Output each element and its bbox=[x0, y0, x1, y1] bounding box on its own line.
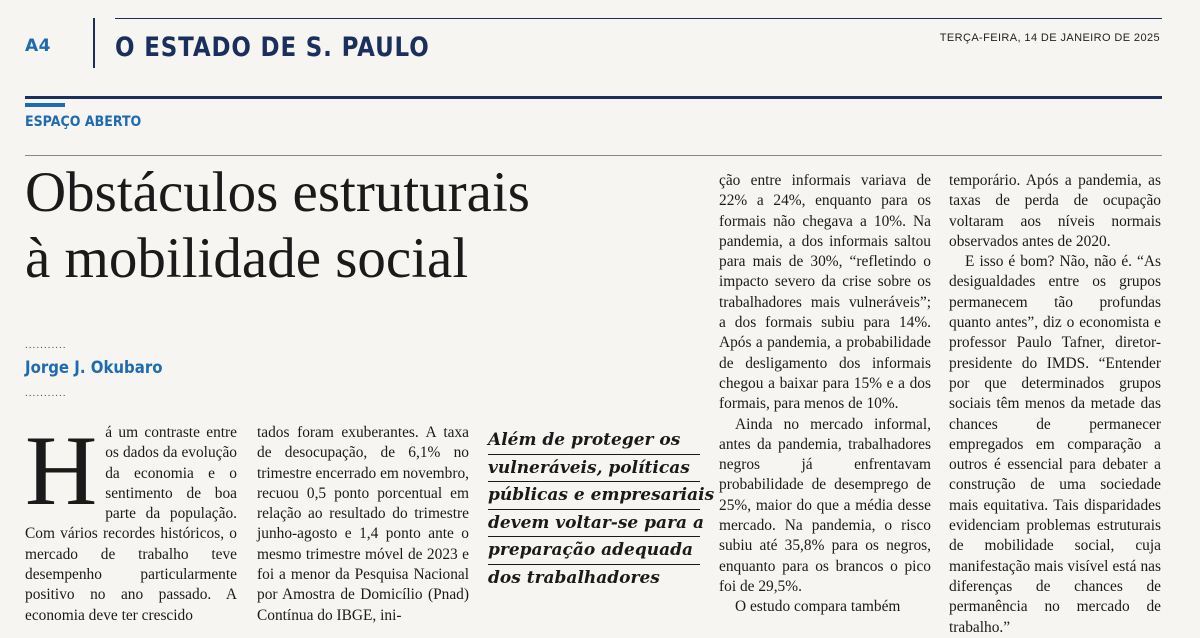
article-column-2 bbox=[257, 423, 469, 626]
masthead-title[interactable]: O ESTADO DE S. PAULO bbox=[115, 32, 430, 63]
article-column-1 bbox=[25, 415, 237, 626]
column-1-text: á um contraste entre os dados da evolução da economia e o sentimento de boa parte da população. Com vários recordes históricos, o mercado de trabalho teve desempenho particularmente positivo no ano passado. A economia deve ter crescido bbox=[25, 424, 237, 624]
masthead-divider bbox=[93, 18, 95, 68]
column-3-paragraph-1: ção entre informais variava de 22% a 24%, enquanto para os formais não chegava a 10%. Na pandemia, a dos informais saltou para mais de 30%, “refletindo o impacto severo da crise sobre os trabalhadores mais vulneráveis”; a dos formais subiu para 14%. Após a pandemia, a probabilidade de desligamento dos informais chegou a baixar para 15% e a dos formais, para menos de 10%. bbox=[719, 172, 931, 413]
drop-cap: H bbox=[25, 415, 98, 526]
column-3-paragraph-3: O estudo compara também bbox=[735, 598, 901, 616]
pull-quote-line: Além de proteger os bbox=[488, 427, 700, 455]
pull-quote-line: dos trabalhadores bbox=[488, 567, 660, 588]
pull-quote bbox=[488, 427, 715, 591]
pull-quote-line: preparação adequada bbox=[488, 537, 700, 565]
author-dots-bottom: ........... bbox=[25, 388, 67, 399]
headline bbox=[25, 160, 665, 292]
header-rule bbox=[25, 96, 1162, 99]
page-number: A4 bbox=[25, 36, 51, 56]
section-accent bbox=[25, 103, 65, 107]
author-dots-top: ........... bbox=[25, 340, 67, 351]
issue-date: TERÇA-FEIRA, 14 DE JANEIRO DE 2025 bbox=[939, 32, 1160, 44]
pull-quote-line: devem voltar-se para a bbox=[488, 510, 700, 538]
column-4-paragraph-2: E isso é bom? Não, não é. “As desigualdades entre os grupos permanecem tão profundas quanto antes”, diz o economista e professor Paulo Tafner, diretor-presidente do IMDS. “Entender por que determinados grupos sociais têm menos da metade das chances de permanecer empregados em comparação a outros é essencial para debater a construção de uma sociedade mais equitativa. Tais disparidades evidenciam problemas estruturais de mobilidade social, cuja manifestação mais visível está nas diferenças de chances de permanência no mercado de trabalho.” bbox=[949, 253, 1161, 636]
section-rule bbox=[25, 155, 1162, 156]
column-4-paragraph-1: temporário. Após a pandemia, as taxas de perda de ocupação voltaram aos níveis normais observados antes de 2020. bbox=[949, 172, 1161, 250]
article-column-3 bbox=[719, 171, 931, 618]
section-label[interactable]: ESPAÇO ABERTO bbox=[25, 114, 142, 130]
pull-quote-line: vulneráveis, políticas bbox=[488, 455, 700, 483]
headline-line-1: Obstáculos estruturais bbox=[25, 161, 530, 224]
pull-quote-line: públicas e empresariais bbox=[488, 482, 700, 510]
top-rule bbox=[115, 18, 1162, 19]
author-byline[interactable]: Jorge J. Okubaro bbox=[25, 358, 163, 378]
column-2-text: tados foram exuberantes. A taxa de desocupação, de 6,1% no trimestre encerrado em novembro, recuou 0,5 ponto porcentual em relação ao resultado do trimestre junho-agosto e 1,4 ponto ante o mesmo trimestre móvel de 2023 e foi a menor da Pesquisa Nacional por Amostra de Domicílio (Pnad) Contínua do IBGE, ini- bbox=[257, 424, 469, 624]
column-3-paragraph-2: Ainda no mercado informal, antes da pandemia, trabalhadores negros já enfrentavam probabilidade de desemprego de 25%, maior do que a média desse mercado. Na pandemia, o risco subiu até 35,8% para os negros, enquanto para os brancos o pico foi de 29,5%. bbox=[719, 415, 931, 595]
headline-line-2: à mobilidade social bbox=[25, 227, 469, 290]
article-column-4 bbox=[949, 171, 1161, 638]
